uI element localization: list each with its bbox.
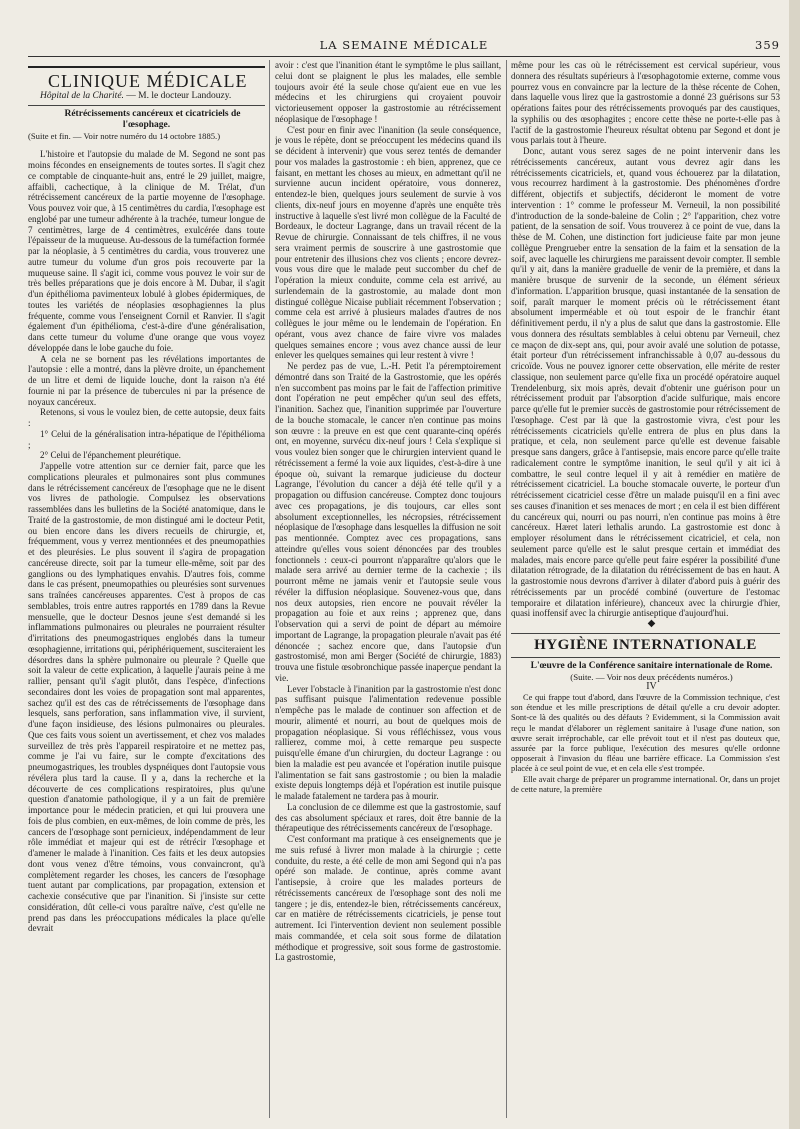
article-body — [511, 693, 780, 795]
running-header — [28, 38, 780, 56]
column-2 — [275, 60, 501, 1118]
paragraph: Elle avait charge de préparer un programme international. Or, dans un projet de cette nature, la première — [511, 774, 780, 794]
paragraph: Ne perdez pas de vue, L.-H. Petit l'a péremptoirement démontré dans son Traité de la Gastrostomie, que les opérés n'en succombent pas moins par le fait de l'affection primitive dont l'opération ne peut empêcher qu'un seul des effets, l'inanition. Sachez que, l'inanition supprimée par l'ouverture de la bouche stomacale, le cancer n'en continue pas moins son œuvre : la preuve en est que cent quarante-cinq opérés ont, en moyenne, survécu dix-neuf jours ! Cela s'explique si vous voulez bien songer que le chirurgien intervient quand le rétrécissement a fermé la voie aux liquides, c'est-à-dire à une époque où, suivant la remarque judicieuse du docteur Lagrange, l'évolution du cancer a déjà été telle qu'il y a propagation ou diffusion cancéreuse. Comptez donc toujours avec ces propagations, je dis toujours, car elles sont absolument exceptionnelles, les nécropsies, rétrécissement néoplasique de l'œsophage dans lesquelles la diffusion ne soit pas mentionnée. Comptez avec ces propagations, sans atteindre qu'elles vous soient dénoncées par des troubles fonctionnels : ceux-ci pourront n'apparaître qu'alors que le malade sera arrivé au dernier terme de la cachexie ; ils pourront même ne jamais venir et l'autopsie seule vous révéler la diffusion néoplasique. Souvenez-vous que, dans nos deux autopsies, rien encore ne pouvait révéler la propagation au foie et aux reins ; apprenez que, dans l'observation qui a servi de point de départ au mémoire important de Lagrange, la propagation pleurale n'avait pas été dénoncée ; sachez encore que, dans l'autopsie d'un gastrostomisé, mon ami Berger (Société de chirurgie, 1883) trouva une fistule œsobronchique passée inaperçue pendant la vie. — [275, 361, 501, 683]
article-separator: ◆ — [647, 618, 656, 629]
paragraph: C'est pour en finir avec l'inanition (la seule conséquence, je vous le répète, dont se préoccupent les médecins quand ils se décident à intervenir) que vous serez tentés de demander pour vos malades la gastrostomie : eh bien, apprenez, que ce faisant, en mettant les choses au mieux, en admettant qu'il ne survienne aucun incident opératoire, vous donnerez, entendez-le bien, quelques jours seulement de survie à vos clients, dix-neuf jours en moyenne d'après une enquête très instructive à laquelle s'est livré mon collègue de la Faculté de Bordeaux, le docteur Lagrange, dans un travail récent de la Revue de chirurgie. Connaissant de tels chiffres, il ne vous sera vraiment permis de souscrire à une gastrostomie que pour entretenir des illusions chez vos clients ; encore devrez-vous vous dire que le malade peut succomber du chef de l'opération la mieux conduite, comme cela est arrivé, au surlendemain de la gastrostomie, au malade dont mon distingué collègue Nicaise publiait récemment l'observation ; comme cela est arrivé à plusieurs malades d'autres de nos collègues le jour même ou le lendemain de l'opération. En opérant, vous avez chance de faire vivre vos malades quelques semaines encore ; vous avez chance aussi de leur enlever les quelques semaines qui leur restent à vivre ! — [275, 124, 501, 361]
continuation-note: (Suite. — Voir nos deux précédents numéros.) — [570, 671, 733, 682]
article-subtitle: Rétrécissements cancéreux et cicatriciels de l'œsophage. — [64, 108, 241, 130]
paragraph: 1° Celui de la généralisation intra-hépatique de l'épithélioma ; — [28, 428, 265, 450]
paragraph: J'appelle votre attention sur ce dernier fait, parce que les complications pleurales et pulmonaires sont plus communes dans le rétrécissement cancéreux de l'œsophage que ne le disent vos livres de pathologie. Compulsez les observations rassemblées dans les bulletins de la Société anatomique, dans le Traité de la gastrostomie, de mon distingué ami le docteur Petit, ou bien encore dans les divers recueils de chirurgie, et, fréquemment, vous y verrez mentionnées et des pneumopathies et des pleurésies. Le plus souvent il s'agira de propagation cancéreuse directe, soit par la tumeur elle-même, soit par des ganglions ou des lymphatiques envahis. D'autres fois, comme dans le cas présent, pneumopathies ou pleurésies sont survenues sans traînées cancéreuses apparentes. C'est à propos de cas semblables, trois entre autres rapportés en 1789 dans la Revue mensuelle, que le docteur Desnos jeune s'est demandé si les inflammations pulmonaires ou pleurales ne pourraient résulter d'irritations des pneumogastriques englobés dans la tumeur œsophagienne, irritations qui, périphériquement, susciteraient les désordres dans la sphère pulmonaire ou pleurale ? Quelle que soit la valeur de cette explication, à laquelle j'aurais peine à me rallier, pensant qu'il s'agit plutôt, dans l'espèce, d'infections secondaires dont les voies de propagation sont mal apparentes, sachez qu'il est des cas de rétrécissements de l'œsophage dans lesquels, sans perforation, sans inflammation vive, il survient, d'une façon insidieuse, des lésions pulmonaires ou pleurales. Que ces faits vous soient un avertissement, et chez vos malades surveillez de très près l'appareil respiratoire et ne mettez pas, comme je l'ai vu faire, sur le compte d'excitations des pneumogastriques, les troubles dyspnéiques dont l'autopsie vous révélera plus tard la cause. Il y a, dans la recherche et la découverte de ces complications respiratoires, plus qu'une question d'anatomie pathologique, il y a un fait de première importance pour le médecin praticien, et qui lui prouvera une fois de plus combien, en eux-mêmes, de loin comme de près, les cancers de l'œsophage sont pernicieux, indépendamment de leur rôle immédiat et majeur qui est de rétrécir l'œsophage et d'amener le malade à l'inanition. Ces faits et les deux autopsies dont vous venez d'être témoins, vous convaincront, qu'à complètement regarder les choses, les cancers de l'œsophage tuent autant par complications, par propagation, extension et cachexie consécutive que par l'inanition. Si j'insiste sur cette considération, dût celle-ci vous paraître naïve, c'est qu'elle ne prend pas dans les préoccupations médicales la place qu'elle devrait — [28, 461, 265, 934]
page-number: 359 — [755, 38, 780, 52]
header-rule — [28, 56, 780, 57]
article-byline — [28, 91, 265, 102]
section-rule — [28, 66, 265, 68]
paragraph: Donc, autant vous serez sages de ne point intervenir dans les rétrécissements cancéreux, autant vous devrez agir dans les rétrécissements cicatriciels, et, quand vous échouerez par la dilatation, vous recourrez hardiment à la gastrostomie. Des phénomènes d'ordre différent, objectifs et subjectifs, décideront le moment de votre intervention : 1° comme le professeur M. Verneuil, la non possibilité d'introduction de la sonde-baleine de Colin ; 2° l'apparition, chez votre patient, de la sensation de soif. Vous trouverez à ce point de vue, dans la thèse de M. Cohen, une distinction fort judicieuse faite par mon jeune collègue Prengrueber entre la sensation de la faim et la sensation de la soif, avec laquelle les chirurgiens me paraissent devoir compter. Il semble qu'il y ait, dans la manière graduelle de venir de la première, et dans la manière brusque de survenir de la seconde, un élément sérieux d'information. L'apparition brusque, quasi instantanée de la sensation de soif, paraît marquer le moment précis où le rétrécissement étant absolument imperméable et où tout espoir de le franchir étant définitivement perdu, il n'y a plus de salut que dans la gastrostomie. Elle vous donnera des résultats semblables à celui obtenu par Verneuil, chez ce maçon de dix-sept ans, qui, pour avoir avalé une solution de potasse, était porteur d'un rétrécissement infranchissable à 0,07 au-dessous du cricoïde. Vous ne pouvez ignorer cette observation, elle mérite de rester classique, non seulement parce qu'elle fixa un procédé opératoire auquel Trendelenburg, six mois après, devait d'obtenir une guérison pour un rétrécissement produit par l'absorption d'acide sulfurique, mais encore parce qu'elle fut le premier succès de gastrostomie pour rétrécissement de l'œsophage. C'est par là que la gastrostomie vivra, c'est pour les rétrécissements cicatriciels qu'elle entrera de plus en plus dans la pratique, et cela, non seulement parce qu'elle est devenue faisable presque sans dangers, grâce à l'antisepsie, mais encore parce qu'elle traite radicalement contre le symptôme inanition, le seul qu'il y ait ici à combattre, le seul contre lequel il y ait à remédier en matière de rétrécissement cicatriciel. La bouche stomacale ouverte, le porteur d'un rétrécissement cicatriciel cesse d'être un malade puisqu'il en a fini avec ses causes d'inanition et ses menaces de mort ; en cela il est bien différent du cancéreux qui, nourri ou pas nourri, n'en continue pas moins à être cancéreux. Hæret lateri lethalis arundo. La gastrostomie est donc à employer résolument dans le rétrécissement cicatriciel, et cela, non seulement parce qu'elle est le salut presque certain et immédiat des malades, mais encore parce qu'elle peut faire espérer la possibilité d'une dilatation rétrograde, de la dilatation du rétrécissement de bas en haut. A la gastrostomie nous devrons d'arriver à dilater d'abord puis à guérir des rétrécissements par un procédé combiné (ouverture de l'estomac temporaire et dilatation inférieure), chanceux avec la chirurgie d'hier, quasi inoffensif avec la chirurgie antiseptique d'aujourd'hui. — [511, 146, 780, 619]
paragraph: Retenons, si vous le voulez bien, de cette autopsie, deux faits : — [28, 407, 265, 428]
section-rule — [511, 633, 780, 634]
column-1 — [28, 60, 265, 1118]
column-divider — [269, 60, 270, 1118]
paragraph: avoir : c'est que l'inanition étant le symptôme le plus saillant, celui dont se plaignent le plus les malades, elle semble toujours avoir été la seule chose qu'aient eue en vue les médecins et les chirurgiens qui croyaient pouvoir victorieusement opposer la gastrostomie au rétrécissement néoplasique de l'œsophage ! — [275, 60, 501, 124]
paragraph: 2° Celui de l'épanchement pleurétique. — [40, 450, 181, 461]
paragraph: Lever l'obstacle à l'inanition par la gastrostomie n'est donc pas suffisant puisque l'alimentation redevenue possible n'empêche pas le malade de continuer son affection et de mourir, alimenté et nourri, au bout de quelques mois de propagation néoplasique. Si vous réfléchissez, vous vous rallierez, comme moi, à cette remarque peu suspecte puisqu'elle émane d'un chirurgien, du docteur Lagrange : ou bien la maladie est peu avancée et l'opération inutile puisque l'alimentation se fait sans gastrostomie ; ou bien la maladie existe depuis longtemps déjà et l'opération est inutile puisque le malade fatalement ne tardera pas à mourir. — [275, 683, 501, 801]
paragraph: L'histoire et l'autopsie du malade de M. Segond ne sont pas moins fécondes en enseignements de toutes sortes. Il s'agit chez ce comptable de cinquante-huit ans, entré le 29 juillet, maigre, affaibli, cachectique, à la clinique de M. Trélat, d'un rétrécissement cancéreux de la partie moyenne de l'œsophage. Vous pouvez voir que, à 15 centimètres du cardia, l'œsophage est englobé par une tumeur adhérente à la trachée, tumeur longue de 7 centimètres, large de 4 centimètres, exulcérée dans toute l'épaisseur de la muqueuse. Au-dessous de la tuméfaction formée par la néoplasie, à 5 centimètres du cardia, vous trouverez une autre tumeur du volume d'un gros pois recouverte par la muqueuse saine. Il s'agit ici, comme vous pouvez le voir sur de très belles préparations que je dois encore à M. Dubar, il s'agit d'un épithélioma pavimenteux lobulé à globes épidermiques, de toutes les variétés de néoplasies œsophagiennes la plus fréquente, comme vous l'enseignent Cornil et Ranvier. Il s'agit également d'un épithélioma, c'est-à-dire d'une généralisation, dans cette tumeur du volume d'une orange que vous voyez développée dans le lobe gauche du foie. — [28, 149, 265, 353]
journal-title: LA SEMAINE MÉDICALE — [319, 38, 489, 52]
section-rule — [28, 105, 265, 106]
byline-place: Hôpital de la Charité. — [40, 90, 124, 101]
paragraph: C'est conformant ma pratique à ces enseignements que je me suis refusé à livrer mon malade à la chirurgie ; cette conduite, du reste, a été celle de mon ami Segond qui n'a pas opéré son malade. Je continue, après comme avant l'antisepsie, à croire que les malades porteurs de rétrécissements cancéreux de l'œsophage sont des noli me tangere ; je dis, entendez-le bien, rétrécissements cancéreux, car en matière de rétrécissements cicatriciels, je pense tout autrement. Ici l'intervention devient non seulement possible mais commandée, et cela soit sous forme de dilatation méthodique et progressive, soit sous forme de gastrostomie. La gastrostomie, — [275, 834, 501, 963]
section-title: CLINIQUE MÉDICALE — [48, 71, 248, 91]
byline-author: — M. le docteur Landouzy. — [123, 90, 232, 101]
paragraph: A cela ne se bornent pas les révélations importantes de l'autopsie : elle a montré, dans la plèvre droite, un épanchement de un litre et demi de liquide louche, dont la raison n'a été fournie ni par la présence de tubercules ni par la présence de noyaux cancéreux. — [28, 353, 265, 407]
column-3 — [511, 60, 780, 1118]
column-divider — [506, 60, 507, 1118]
paragraph: même pour les cas où le rétrécissement est cervical supérieur, vous donnera des résultats supérieurs à l'œsophagotomie externe, comme vous pourrez vous en convaincre par la lecture de la thèse récente de Cohen, dans laquelle vous lirez que la gastrostomie a donné 23 guérisons sur 53 opérations faites pour des rétrécissements provoqués par des caustiques, la syphilis ou des œsophagites ; encore cette thèse ne porte-t-elle pas à l'actif de la gastrostomie l'heureux résultat obtenu par Segond et dont je vous parlais tout à l'heure. — [511, 60, 780, 146]
section-rule — [511, 657, 780, 658]
section-title: HYGIÈNE INTERNATIONALE — [534, 636, 757, 653]
continuation-note: (Suite et fin. — Voir notre numéro du 14 octobre 1885.) — [28, 130, 221, 141]
article-subtitle: L'œuvre de la Conférence sanitaire internationale de Rome. — [530, 660, 773, 671]
part-number: IV — [646, 681, 657, 693]
page-edge — [789, 0, 800, 1129]
paragraph: La conclusion de ce dilemme est que la gastrostomie, sauf des cas absolument spéciaux et rares, doit être bannie de la thérapeutique des rétrécissements cancéreux de l'œsophage. — [275, 801, 501, 834]
paragraph: Ce qui frappe tout d'abord, dans l'œuvre de la Commission technique, c'est son étendue et les mille prescriptions de détail qu'elle a cru devoir adopter. Sont-ce là des qualités ou des défauts ? Evidemment, si la Commission avait reçu le mandat d'élaborer un règlement sanitaire à l'usage d'une nation, son œuvre serait irréprochable, car elle prévoit tout et il n'est pas douteux que, assurée par la force publique, l'exécution des mesures qu'elle ordonne opposerait à l'invasion du fléau une barrière efficace. La Commission s'est placée à ce seul point de vue, et en cela elle s'est trompée. — [511, 693, 780, 774]
